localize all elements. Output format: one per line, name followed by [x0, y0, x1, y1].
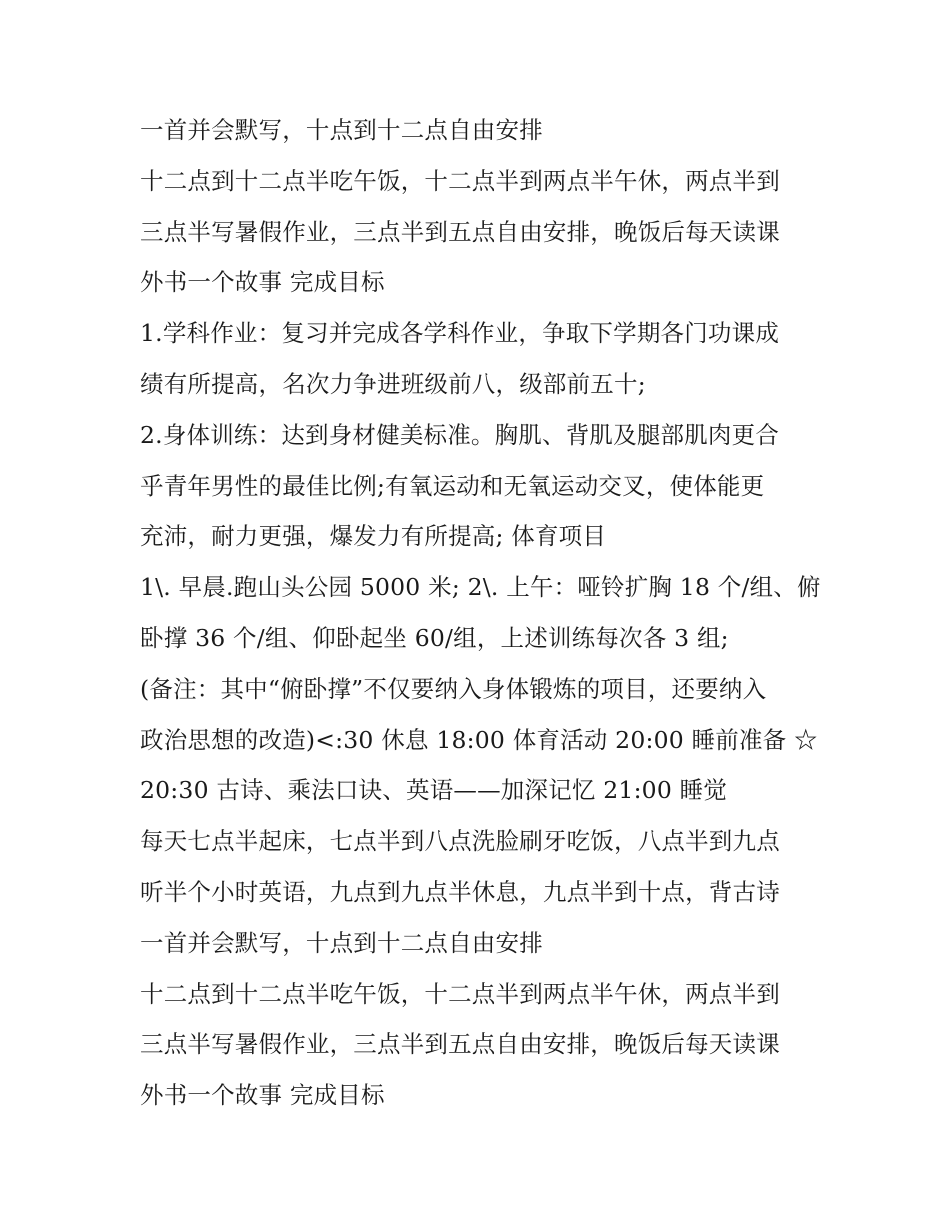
document-body	[140, 105, 830, 1121]
text-line: (备注：其中“俯卧撑”不仅要纳入身体锻炼的项目，还要纳入	[140, 674, 767, 703]
text-line: 一首并会默写，十点到十二点自由安排	[140, 928, 543, 957]
text-line: 政治思想的改造)<:30 休息 18:00 体育活动 20:00 睡前准备 ☆	[140, 725, 818, 754]
text-line: 20:30 古诗、乘法口诀、英语——加深记忆 21:00 睡觉	[140, 776, 728, 805]
text-line: 每天七点半起床，七点半到八点洗脸刷牙吃饭，八点半到九点	[140, 827, 780, 856]
text-line: 三点半写暑假作业，三点半到五点自由安排，晚饭后每天读课	[140, 1030, 780, 1059]
text-line: 1\. 早晨.跑山头公园 5000 米; 2\. 上午：哑铃扩胸 18 个/组、俯	[140, 573, 821, 602]
text-line: 卧撑 36 个/组、仰卧起坐 60/组，上述训练每次各 3 组;	[140, 623, 729, 652]
text-line: 乎青年男性的最佳比例;有氧运动和无氧运动交叉，使体能更	[140, 471, 765, 500]
text-line: 听半个小时英语，九点到九点半休息，九点半到十点，背古诗	[140, 877, 780, 906]
text-line: 绩有所提高，名次力争进班级前八，级部前五十;	[140, 369, 646, 398]
text-line: 十二点到十二点半吃午饭，十二点半到两点半午休，两点半到	[140, 979, 780, 1008]
text-line: 充沛，耐力更强，爆发力有所提高; 体育项目	[140, 522, 607, 551]
text-line: 2.身体训练：达到身材健美标准。胸肌、背肌及腿部肌肉更合	[140, 420, 780, 449]
text-line: 一首并会默写，十点到十二点自由安排	[140, 116, 543, 144]
text-line: 外书一个故事 完成目标	[140, 1081, 385, 1110]
text-line: 十二点到十二点半吃午饭，十二点半到两点半午休，两点半到	[140, 166, 780, 195]
text-line: 外书一个故事 完成目标	[140, 268, 385, 297]
text-line: 三点半写暑假作业，三点半到五点自由安排，晚饭后每天读课	[140, 217, 780, 246]
text-line: 1.学科作业：复习并完成各学科作业，争取下学期各门功课成	[140, 319, 780, 348]
